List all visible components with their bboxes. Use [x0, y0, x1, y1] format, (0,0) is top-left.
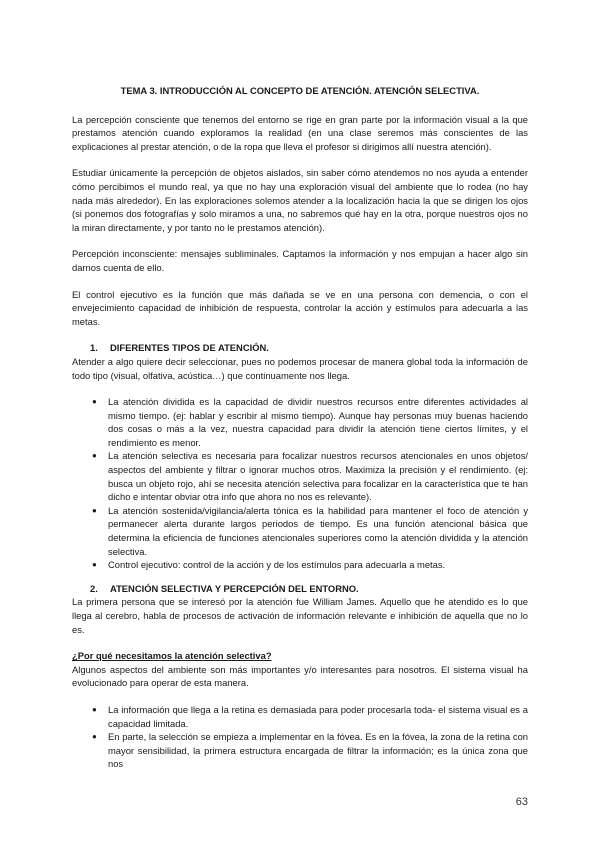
- list-item-text: La información que llega a la retina es demasiada para poder procesarla toda- el sistema visual es a capacidad limitada.: [108, 703, 528, 729]
- list-item: [92, 449, 528, 503]
- list-item-text: En parte, la selección se empieza a implementar en la fóvea. Es en la fóvea, la zona de la retina con mayor sensibilidad, la primera estructura encargada de filtrar la información; es la única zona que nos: [108, 731, 528, 770]
- section-1-intro: Atender a algo quiere decir seleccionar, pues no podemos procesar de manera global toda la información de todo tipo (visual, olfativa, acústica…) que continuamente nos llega.: [72, 355, 528, 381]
- section-2-number: 2.: [90, 582, 98, 594]
- bullet-icon: ●: [92, 505, 97, 515]
- section-2-intro: La primera persona que se interesó por la atención fue William James. Aquello que he atendido es lo que llega al cerebro, habla de procesos de activación de información relevante e inhibición de aquella que no lo es.: [72, 596, 528, 635]
- list-item-text: La atención selectiva es necesaria para focalizar nuestros recursos atencionales en unos objetos/ aspectos del ambiente y filtrar o ignorar muchos otros. Maximiza la precisión y el rendimiento. (ej: busca un objeto rojo, ahí se necesita atención selectiva para focalizar en la característica que te han dicho e intentar obviar otra info que ahora no nos es relevante).: [108, 450, 528, 503]
- document-title: TEMA 3. INTRODUCCIÓN AL CONCEPTO DE ATENCIÓN. ATENCIÓN SELECTIVA.: [120, 85, 480, 96]
- paragraph-isolated-objects: Estudiar únicamente la percepción de objetos aislados, sin saber cómo atendemos no nos ayuda a entender cómo percibimos el mundo real, ya que no hay una exploración visual del ambiente que lo rodea (no hay nada más alrededor). En las exploraciones solemos atender a la localización hacia la que se dirigen los ojos (si ponemos dos fotografías y solo miramos a una, no sabremos qué hay en la otra, porque nuestros ojos no la miran directamente, y por tanto no le prestamos atención).: [72, 167, 528, 233]
- section-1-heading: [72, 341, 528, 355]
- list-item-text: La atención dividida es la capacidad de dividir nuestros recursos entre diferentes actividades al mismo tiempo. (ej: hablar y escribir al mismo tiempo). Aunque hay personas muy buenas haciendo dos cosas o más a la vez, nuestra capacidad para dividir la atención tiene ciertos límites, y el rendimiento es menor.: [108, 396, 528, 448]
- bullet-icon: ●: [92, 732, 97, 742]
- list-item-text: Control ejecutivo: control de la acción y de los estímulos para adecuarla a metas.: [108, 559, 446, 571]
- section-2-bullet-list: [72, 703, 528, 771]
- section-1-number: 1.: [90, 342, 98, 354]
- bullet-icon: ●: [92, 560, 97, 570]
- paragraph-unconscious-perception: Percepción inconsciente: mensajes subliminales. Captamos la información y nos empujan a hacer algo sin darnos cuenta de ello.: [72, 248, 528, 273]
- list-item: [92, 730, 528, 771]
- paragraph-executive-control: El control ejecutivo es la función que más dañada se ve en una persona con demencia, o con el envejecimiento capacidad de inhibición de respuesta, controlar la acción y estímulos para adecuarla a las metas.: [72, 288, 528, 327]
- bullet-icon: ●: [92, 451, 97, 461]
- list-item: [92, 703, 528, 730]
- section-2-sub-intro: Algunos aspectos del ambiente son más importantes y/o interesantes para nosotros. El sistema visual ha evolucionado para operar de esta manera.: [72, 663, 528, 689]
- section-1-bullet-list: [72, 395, 528, 572]
- section-1-title: DIFERENTES TIPOS DE ATENCIÓN.: [110, 342, 269, 354]
- bullet-icon: ●: [92, 704, 97, 714]
- list-item-text: La atención sostenida/vigilancia/alerta tónica es la habilidad para mantener el foco de atención y permanecer alerta durante largos periodos de tiempo. Es una función atencional básica que determina la eficiencia de funciones atencionales superiores como la atención dividida y la atención selectiva.: [108, 504, 528, 557]
- section-2-heading: [72, 582, 528, 596]
- section-2-subheading: ¿Por qué necesitamos la atención selectiva?: [72, 650, 272, 662]
- list-item: [92, 558, 528, 572]
- bullet-icon: ●: [92, 397, 97, 407]
- list-item: [92, 395, 528, 449]
- section-2-title: ATENCIÓN SELECTIVA Y PERCEPCIÓN DEL ENTORNO.: [110, 582, 359, 594]
- list-item: [92, 504, 528, 558]
- paragraph-perception-conscious: La percepción consciente que tenemos del entorno se rige en gran parte por la información visual a la que prestamos atención cuando exploramos la realidad (en una clase seremos más conscientes de las explicaciones al prestar atención, o de la ropa que lleva el profesor si dirigimos allí nuestra atención).: [72, 113, 528, 152]
- page-number: 63: [515, 796, 528, 808]
